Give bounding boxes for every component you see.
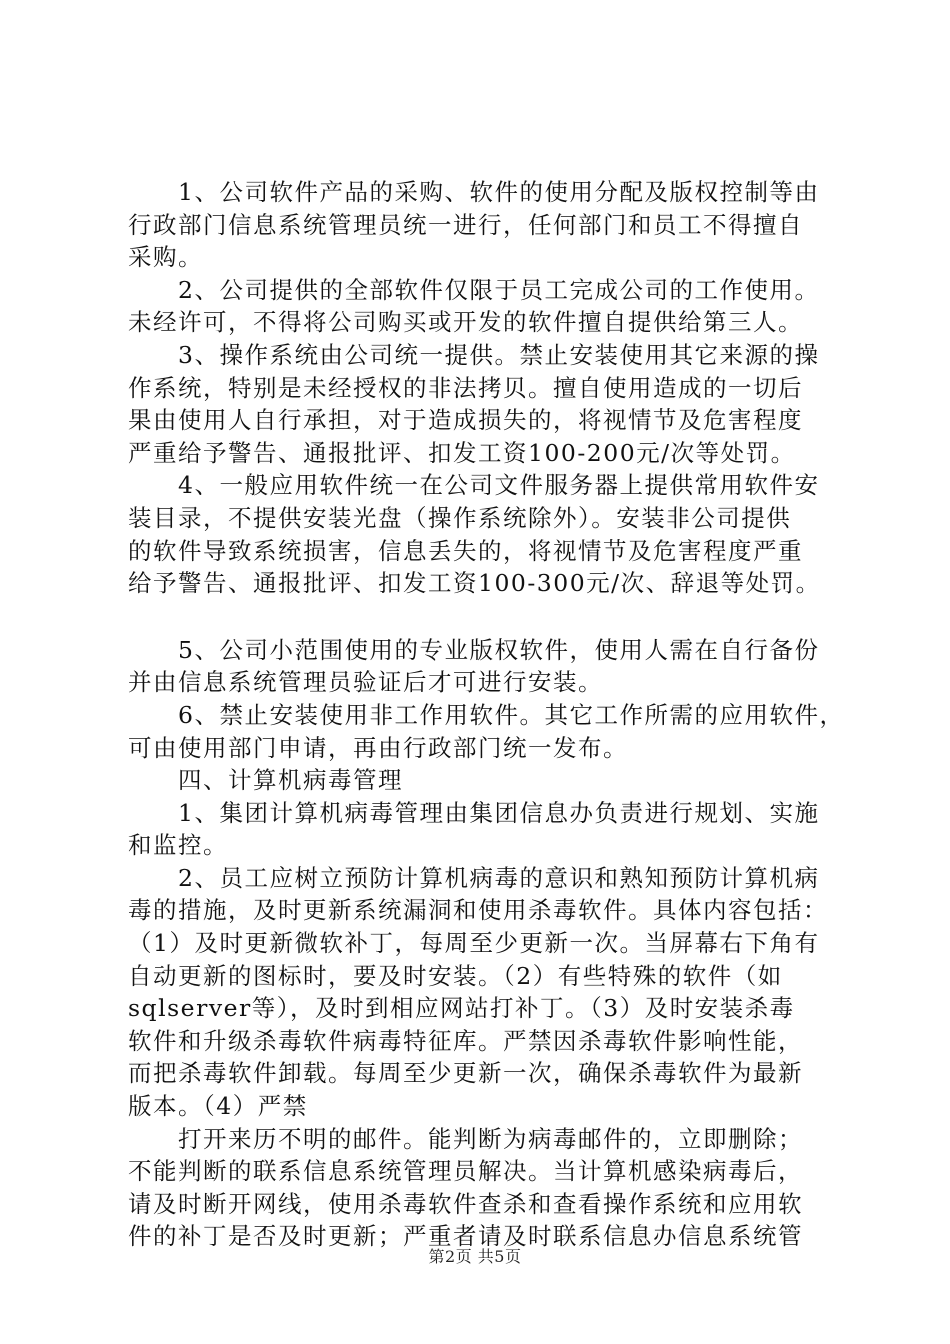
text-line: 6、禁止安装使用非工作用软件。其它工作所需的应用软件，	[128, 700, 845, 729]
document-body	[128, 176, 845, 1253]
text-line: sqlserver等），及时到相应网站打补丁。（3）及时安装杀毒	[128, 994, 795, 1023]
text-line: 未经许可，不得将公司购买或开发的软件擅自提供给第三人。	[128, 308, 803, 337]
text-line: 3、操作系统由公司统一提供。禁止安装使用其它来源的操	[128, 340, 820, 369]
text-line: 1、公司软件产品的采购、软件的使用分配及版权控制等由	[128, 178, 820, 206]
text-line: （1）及时更新微软补丁，每周至少更新一次。当屏幕右下角有	[128, 929, 820, 958]
paragraph-gap	[128, 600, 840, 634]
text-line: 果由使用人自行承担，对于造成损失的，将视情节及危害程度	[128, 406, 803, 435]
text-line: 5、公司小范围使用的专业版权软件，使用人需在自行备份	[128, 635, 820, 664]
text-line: 自动更新的图标时，要及时安装。（2）有些特殊的软件（如	[128, 961, 783, 990]
text-line: 2、公司提供的全部软件仅限于员工完成公司的工作使用。	[128, 275, 820, 304]
text-line: 而把杀毒软件卸载。每周至少更新一次，确保杀毒软件为最新	[128, 1059, 803, 1088]
text-line: 作系统，特别是未经授权的非法拷贝。擅自使用造成的一切后	[128, 373, 803, 402]
text-line: 并由信息系统管理员验证后才可进行安装。	[128, 668, 603, 697]
text-line: 打开来历不明的邮件。能判断为病毒邮件的，立即删除；	[128, 1124, 803, 1153]
page-footer: 第2页 共5页	[428, 1247, 522, 1266]
text-line: 版本。（4）严禁	[128, 1092, 308, 1121]
text-line: 请及时断开网线，使用杀毒软件查杀和查看操作系统和应用软	[128, 1189, 803, 1218]
text-line: 软件和升级杀毒软件病毒特征库。严禁因杀毒软件影响性能，	[128, 1026, 803, 1055]
text-line: 和监控。	[128, 831, 228, 860]
text-line: 行政部门信息系统管理员统一进行，任何部门和员工不得擅自	[128, 210, 803, 239]
text-line: 毒的措施，及时更新系统漏洞和使用杀毒软件。具体内容包括：	[128, 896, 828, 925]
text-line: 的软件导致系统损害，信息丢失的，将视情节及危害程度严重	[128, 536, 803, 565]
text-line: 严重给予警告、通报批评、扣发工资100-200元/次等处罚。	[128, 438, 796, 467]
text-line: 1、集团计算机病毒管理由集团信息办负责进行规划、实施	[128, 798, 820, 827]
text-line: 可由使用部门申请，再由行政部门统一发布。	[128, 733, 628, 762]
text-line: 2、员工应树立预防计算机病毒的意识和熟知预防计算机病	[128, 863, 820, 892]
text-line: 给予警告、通报批评、扣发工资100-300元/次、辞退等处罚。	[128, 569, 821, 598]
text-line: 采购。	[128, 243, 203, 272]
text-line: 件的补丁是否及时更新；严重者请及时联系信息办信息系统管	[128, 1222, 803, 1251]
text-line: 4、一般应用软件统一在公司文件服务器上提供常用软件安	[128, 471, 820, 500]
section-heading: 四、计算机病毒管理	[128, 766, 403, 795]
text-line: 装目录，不提供安装光盘（操作系统除外）。安装非公司提供	[128, 503, 792, 532]
text-line: 不能判断的联系信息系统管理员解决。当计算机感染病毒后，	[128, 1157, 803, 1186]
